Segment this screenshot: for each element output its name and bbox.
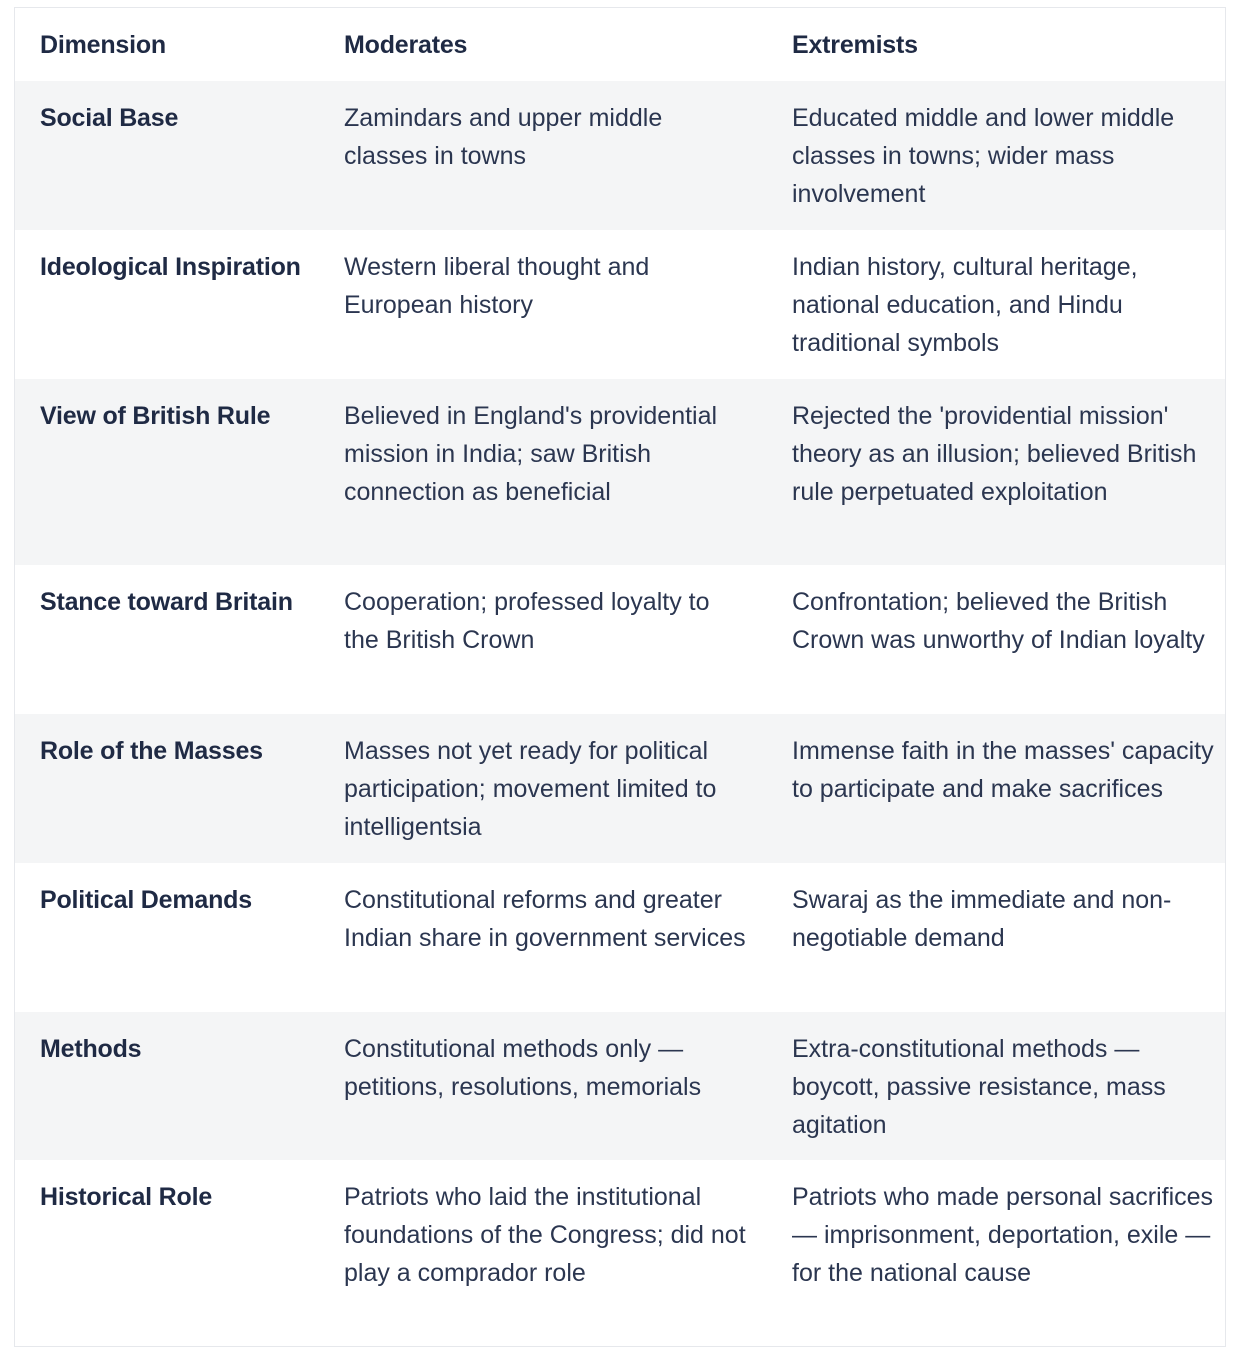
dimension-cell: Social Base [15, 81, 319, 230]
moderates-cell: Masses not yet ready for political participation; movement limited to intelligentsia [319, 714, 767, 863]
table-row [15, 379, 1225, 565]
table-body [15, 81, 1225, 1346]
header-moderates: Moderates [344, 31, 468, 59]
moderates-cell: Believed in England's providential mission in India; saw British connection as beneficial [319, 379, 767, 565]
dimension-cell: Political Demands [40, 886, 252, 914]
extremists-cell: Swaraj as the immediate and non-negotiable demand [792, 886, 1172, 952]
moderates-cell: Constitutional methods only — petitions, resolutions, memorials [319, 1012, 767, 1160]
comparison-table [15, 8, 1225, 1346]
table-row [15, 81, 1225, 230]
comparison-table-container [14, 7, 1226, 1347]
dimension-cell: Methods [15, 1012, 319, 1160]
moderates-cell: Cooperation; professed loyalty to the British Crown [344, 588, 710, 654]
table-row [15, 565, 1225, 714]
moderates-cell: Western liberal thought and European history [344, 253, 650, 319]
table-row [15, 1160, 1225, 1346]
table-row [15, 230, 1225, 379]
header-extremists: Extremists [792, 31, 918, 59]
table-header [15, 8, 1225, 81]
extremists-cell: Immense faith in the masses' capacity to participate and make sacrifices [767, 714, 1225, 863]
moderates-cell: Zamindars and upper middle classes in towns [319, 81, 767, 230]
table-row [15, 714, 1225, 863]
header-row [15, 8, 1225, 81]
extremists-cell: Confrontation; believed the British Crown was unworthy of Indian loyalty [792, 588, 1205, 654]
extremists-cell: Extra-constitutional methods — boycott, passive resistance, mass agitation [767, 1012, 1225, 1160]
dimension-cell: Stance toward Britain [40, 588, 293, 616]
moderates-cell: Patriots who laid the institutional foundations of the Congress; did not play a comprador role [344, 1183, 746, 1287]
dimension-cell: Ideological Inspiration [40, 253, 301, 281]
header-dimension: Dimension [40, 31, 166, 59]
dimension-cell: Role of the Masses [15, 714, 319, 863]
extremists-cell: Rejected the 'providential mission' theory as an illusion; believed British rule perpetuated exploitation [767, 379, 1225, 565]
table-row [15, 863, 1225, 1012]
extremists-cell: Indian history, cultural heritage, national education, and Hindu traditional symbols [792, 253, 1138, 357]
dimension-cell: Historical Role [40, 1183, 213, 1211]
dimension-cell: View of British Rule [15, 379, 319, 565]
moderates-cell: Constitutional reforms and greater Indian share in government services [344, 886, 746, 952]
table-row [15, 1012, 1225, 1160]
extremists-cell: Educated middle and lower middle classes in towns; wider mass involvement [767, 81, 1225, 230]
extremists-cell: Patriots who made personal sacrifices — imprisonment, deportation, exile — for the national cause [792, 1183, 1214, 1287]
